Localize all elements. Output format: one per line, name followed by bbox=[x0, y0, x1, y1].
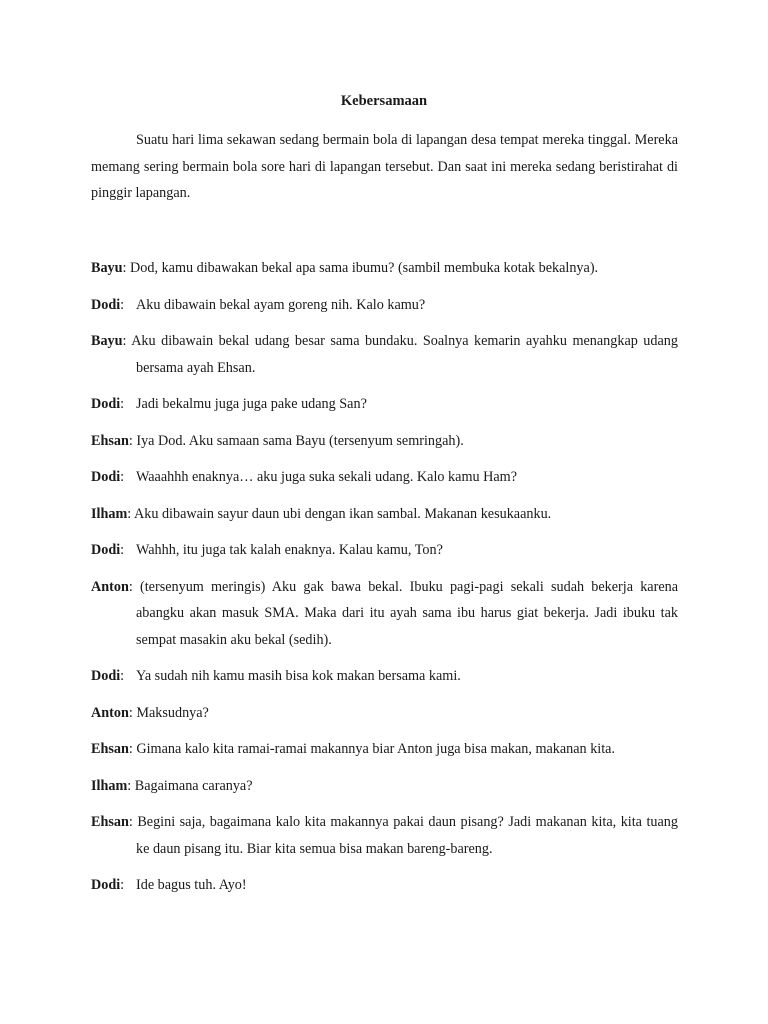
dialogue-line: Ilham: Bagaimana caranya? bbox=[91, 777, 253, 794]
speaker-name: Dodi bbox=[91, 668, 121, 684]
speaker-name: Dodi bbox=[91, 877, 121, 893]
dialogue-line: Dodi: Ide bagus tuh. Ayo! bbox=[91, 872, 678, 899]
dialogue-text: Begini saja, bagaimana kalo kita makannya pakai daun pisang? Jadi makanan kita, kita tuang ke daun pisang itu. Biar kita semua bisa makan bareng-bareng. bbox=[136, 814, 678, 857]
dialogue-line: Dodi: Ya sudah nih kamu masih bisa kok makan bersama kami. bbox=[91, 663, 678, 690]
dialogue-text: Jadi bekalmu juga juga pake udang San? bbox=[136, 396, 367, 412]
dialogue-line: Ilham: Aku dibawain sayur daun ubi dengan ikan sambal. Makanan kesukaanku. bbox=[91, 505, 552, 522]
dialogue-list bbox=[91, 255, 678, 909]
speaker-name: Ehsan bbox=[91, 432, 129, 449]
dialogue-line: Dodi: Aku dibawain bekal ayam goreng nih. Kalo kamu? bbox=[91, 292, 678, 319]
dialogue-text: Aku dibawain bekal ayam goreng nih. Kalo kamu? bbox=[136, 296, 426, 313]
speaker-name: Dodi bbox=[91, 396, 121, 412]
dialogue-line: Ehsan: Begini saja, bagaimana kalo kita makannya pakai daun pisang? Jadi makanan kita, kita tuang ke daun pisang itu. Biar kita semua bisa makan bareng-bareng. bbox=[91, 814, 678, 857]
speaker-name: Anton bbox=[91, 578, 129, 595]
dialogue-line: Dodi: Jadi bekalmu juga juga pake udang San? bbox=[91, 391, 678, 418]
dialogue-line: Dodi: Waaahhh enaknya… aku juga suka sekali udang. Kalo kamu Ham? bbox=[91, 464, 678, 491]
dialogue-line: Anton: Maksudnya? bbox=[91, 704, 209, 721]
speaker-name: Dodi bbox=[91, 542, 121, 558]
page-title: Kebersamaan bbox=[340, 93, 428, 109]
speaker-name: Dodi bbox=[91, 469, 121, 485]
speaker-name: Bayu bbox=[91, 333, 123, 349]
dialogue-line: Dodi: Wahhh, itu juga tak kalah enaknya. Kalau kamu, Ton? bbox=[91, 537, 678, 564]
dialogue-line: Anton: (tersenyum meringis) Aku gak bawa bekal. Ibuku pagi-pagi sekali sudah bekerja karena abangku akan masuk SMA. Maka dari itu ayah sama ibu harus giat bekerja. Jadi ibuku tak sempat masakin aku bekal (sedih). bbox=[91, 578, 679, 648]
dialogue-line: Ehsan: Iya Dod. Aku samaan sama Bayu (tersenyum semringah). bbox=[91, 432, 464, 449]
dialogue-text: Aku dibawain bekal udang besar sama bundaku. Soalnya kemarin ayahku menangkap udang bersama ayah Ehsan. bbox=[131, 333, 678, 376]
speaker-name: Ehsan bbox=[91, 741, 129, 757]
dialogue-text: Maksudnya? bbox=[136, 704, 209, 721]
dialogue-text: Ya sudah nih kamu masih bisa kok makan bersama kami. bbox=[136, 668, 461, 684]
dialogue-text: (tersenyum meringis) Aku gak bawa bekal. Ibuku pagi-pagi sekali sudah bekerja karena abangku akan masuk SMA. Maka dari itu ayah sama ibu harus giat bekerja. Jadi ibuku tak sempat masakin aku bekal (sedih). bbox=[136, 578, 679, 648]
speaker-name: Ilham bbox=[91, 505, 128, 522]
dialogue-text: Aku dibawain sayur daun ubi dengan ikan sambal. Makanan kesukaanku. bbox=[133, 505, 552, 522]
dialogue-line: Ehsan: Gimana kalo kita ramai-ramai makannya biar Anton juga bisa makan, makanan kita. bbox=[91, 741, 616, 757]
dialogue-text: Dod, kamu dibawakan bekal apa sama ibumu? (sambil membuka kotak bekalnya). bbox=[130, 260, 599, 276]
dialogue-text: Waaahhh enaknya… aku juga suka sekali udang. Kalo kamu Ham? bbox=[136, 469, 518, 485]
dialogue-text: Ide bagus tuh. Ayo! bbox=[136, 877, 247, 893]
speaker-name: Ehsan bbox=[91, 814, 129, 830]
intro-paragraph: Suatu hari lima sekawan sedang bermain bola di lapangan desa tempat mereka tinggal. Mereka memang sering bermain bola sore hari di lapangan tersebut. Dan saat ini mereka sedang beristirahat di pinggir lapangan. bbox=[91, 132, 678, 201]
speaker-name: Anton bbox=[91, 704, 129, 721]
speaker-name: Ilham bbox=[91, 777, 128, 794]
dialogue-text: Iya Dod. Aku samaan sama Bayu (tersenyum semringah). bbox=[136, 432, 464, 449]
speaker-name: Bayu bbox=[91, 260, 123, 276]
dialogue-text: Bagaimana caranya? bbox=[134, 777, 253, 794]
speaker-name: Dodi bbox=[91, 296, 121, 313]
dialogue-line: Bayu: Aku dibawain bekal udang besar sama bundaku. Soalnya kemarin ayahku menangkap udang bersama ayah Ehsan. bbox=[91, 333, 678, 376]
dialogue-text: Wahhh, itu juga tak kalah enaknya. Kalau kamu, Ton? bbox=[136, 542, 443, 558]
dialogue-line: Bayu: Dod, kamu dibawakan bekal apa sama ibumu? (sambil membuka kotak bekalnya). bbox=[91, 260, 599, 276]
dialogue-text: Gimana kalo kita ramai-ramai makannya biar Anton juga bisa makan, makanan kita. bbox=[136, 741, 616, 757]
